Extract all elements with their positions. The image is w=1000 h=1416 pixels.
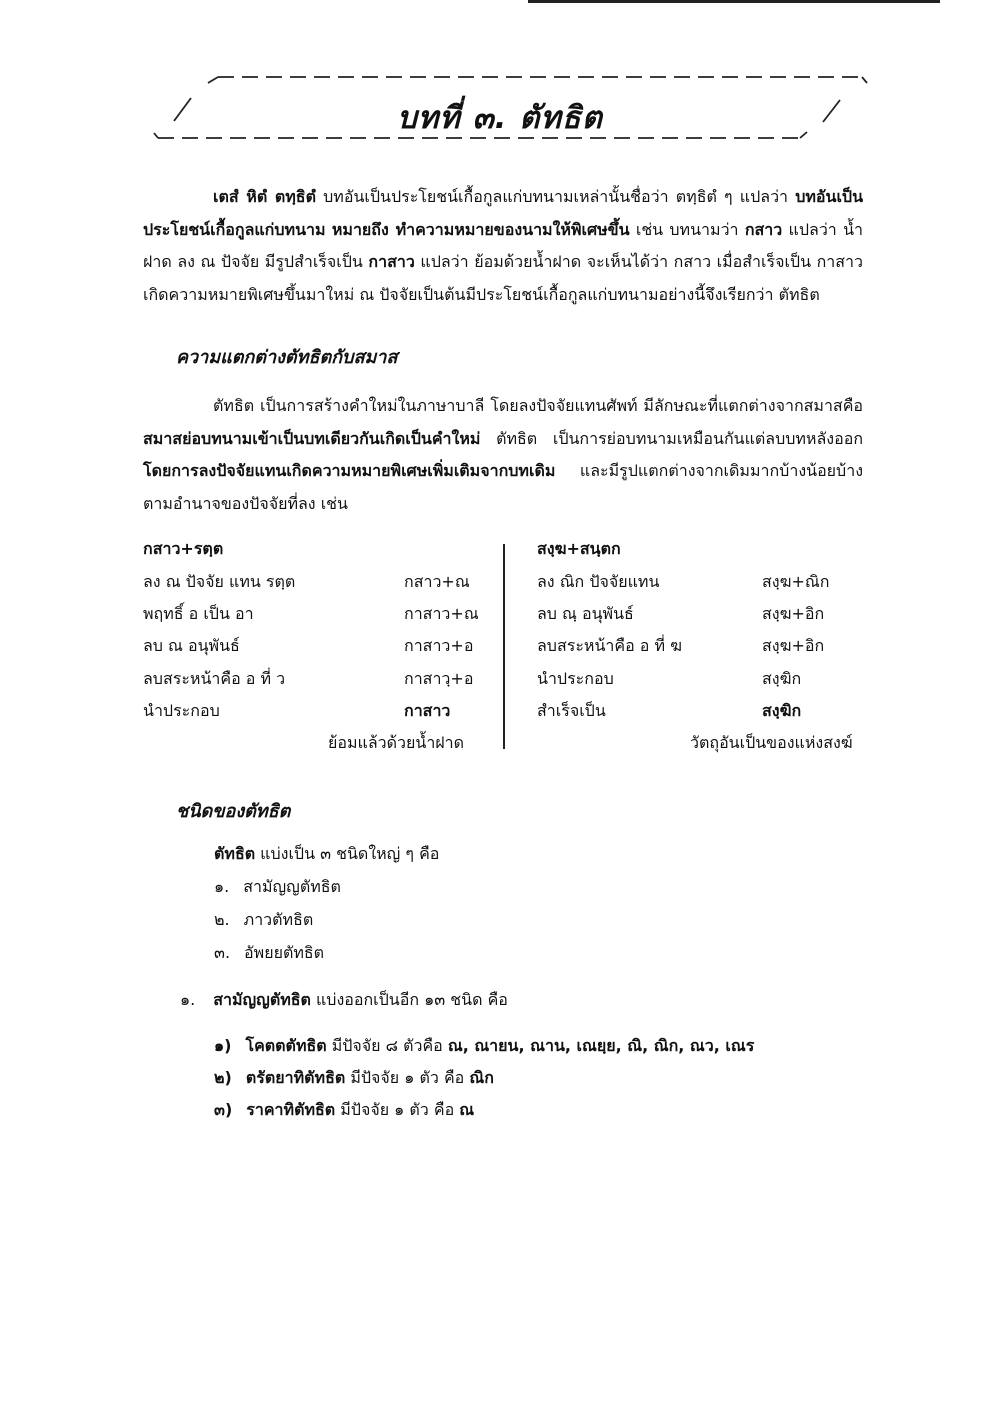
example-left-form: กาสาวฺ+อ [404, 669, 474, 688]
samanya-title: สามัญญตัทธิต [213, 990, 311, 1009]
types-item-label: อัพยยตัทธิต [244, 943, 325, 962]
example-right-form: สงฺฆ+อิก [762, 636, 825, 655]
column-divider [503, 544, 505, 749]
difference-text-2: ตัทธิต เป็นการย่อบทนามเหมือนกันแต่ลบบทหลังออก [480, 428, 863, 448]
example-left-step: ลบสระหน้าคือ อ ที่ ว [143, 669, 286, 688]
example-right-result: สงฺฆิก [762, 701, 802, 720]
types-intro-bold: ตัทธิต [214, 844, 256, 863]
sub-item-text: มีปัจจัย ๑ ตัว คือ [335, 1100, 460, 1119]
example-left-step: ลง ณ ปัจจัย แทน รตฺต [143, 572, 296, 591]
example-left-header: กสาว+รตฺต [143, 539, 224, 558]
intro-bold-2: หมายถึง ทำความหมายของนามให้พิเศษขึ้น [331, 219, 630, 239]
difference-text-3: และมีรูปแตกต่างจากเดิมมากบ้างน้อยบ้างตามอำนาจของปัจจัยที่ลง เช่น [143, 461, 863, 513]
page-top-rule [528, 0, 940, 3]
samanya-sub-item [214, 1029, 754, 1063]
example-right-step: สำเร็จเป็น [537, 701, 606, 720]
sub-item-number: ๓) [214, 1100, 233, 1119]
types-item-label: ภาวตัทธิต [243, 910, 314, 929]
sub-item-number: ๒) [214, 1068, 232, 1087]
section-heading-types: ชนิดของตัทธิต [176, 801, 291, 822]
example-right-form: สงฺฆ+ณิก [762, 572, 830, 591]
example-right-header: สงฺฆ+สนฺตก [537, 539, 621, 558]
example-left-form: กาสาว+อ [404, 636, 474, 655]
example-right-step: ลง ณิก ปัจจัยแทน [537, 572, 660, 591]
types-intro-text: แบ่งเป็น ๓ ชนิดใหญ่ ๆ คือ [255, 844, 440, 863]
example-left-form: กสาว+ณ [404, 572, 470, 591]
samanya-sub-item [214, 1093, 474, 1127]
example-right-step: ลบ ณฺ อนุพันธ์ [537, 604, 634, 623]
difference-bold-1: สมาสย่อบทนามเข้าเป็นบทเดียวกันเกิดเป็นคำใหม่ [143, 428, 481, 448]
intro-paragraph [143, 181, 863, 311]
intro-lead: เตสํ หิตํ ตทฺธิตํ [213, 187, 316, 206]
sub-item-number: ๑) [214, 1036, 232, 1055]
samanya-number: ๑. [180, 990, 196, 1009]
intro-bold-4: กาสาว [368, 252, 415, 271]
example-right-form: สงฺฆิก [762, 669, 802, 688]
example-left-meaning: ย้อมแล้วด้วยน้ำฝาด [328, 733, 465, 752]
example-left-step: ลบ ณ อนุพันธ์ [143, 636, 240, 655]
intro-text-3: เช่น บทนามว่า [629, 219, 745, 239]
types-list-item [214, 870, 341, 904]
intro-text-1: บทอันเป็นประโยชน์เกื้อกูลแก่บทนามเหล่านั้นชื่อว่า ตทฺธิตํ ๆ แปลว่า [315, 187, 796, 206]
sub-item-suffixes: ณิก [469, 1068, 494, 1087]
example-right-step: ลบสระหน้าคือ อ ที่ ฆ [537, 636, 682, 655]
example-left-form: กาสาว+ณ [404, 604, 479, 623]
example-right-step: นำประกอบ [537, 669, 614, 688]
sub-item-suffixes: ณ [459, 1100, 475, 1119]
difference-paragraph [143, 390, 863, 520]
example-right-form: สงฺฆ+อิก [762, 604, 825, 623]
chapter-title: บทที่ ๓. ตัทธิต [397, 100, 603, 136]
samanya-text: แบ่งออกเป็นอีก ๑๓ ชนิด คือ [310, 990, 508, 1009]
example-left-result: กาสาว [404, 701, 451, 720]
example-left-step: นำประกอบ [143, 701, 220, 720]
example-right-meaning: วัตถุอันเป็นของแห่งสงฆ์ [690, 733, 853, 752]
difference-text-1: ตัทธิต เป็นการสร้างคำใหม่ในภาษาบาลี โดยลงปัจจัยแทนศัพท์ มีลักษณะที่แตกต่างจากสมาสคือ [213, 396, 863, 415]
example-left-step: พฤทธิ์ อ เป็น อา [143, 604, 254, 623]
sub-item-suffixes: ณ, ณายน, ณาน, เณยฺย, ณิ, ณิก, ณว, เณร [447, 1036, 755, 1055]
sub-item-name: ตรัตยาทิตัทธิต [245, 1068, 346, 1087]
intro-text-5: แปลว่า ย้อมด้วยน้ำฝาด จะเห็นได้ว่า กสาว เมื่อสำเร็จเป็น กาสาว เกิดความหมายพิเศษขึ้นมาใหม่ ณ ปัจจัยเป็นต้นมีประโยชน์เกื้อกูลแก่บทนามอย่างนี้จึงเรียกว่า ตัทธิต [143, 252, 864, 304]
types-item-number: ๑. [214, 877, 230, 896]
types-item-number: ๒. [214, 910, 230, 929]
sub-item-text: มีปัจจัย ๑ ตัว คือ [345, 1068, 470, 1087]
intro-bold-1: บทอันเป็นประโยชน์เกื้อกูลแก่บทนาม [143, 187, 864, 239]
section-heading-difference: ความแตกต่างตัทธิตกับสมาส [176, 347, 398, 368]
types-list-item [214, 903, 313, 937]
intro-bold-3: กสาว [744, 219, 783, 239]
samanya-heading [180, 983, 508, 1017]
sub-item-name: โคตตตัทธิต [245, 1036, 327, 1055]
difference-bold-2: โดยการลงปัจจัยแทนเกิดความหมายพิเศษเพิ่มเติมจากบทเดิม [143, 461, 556, 480]
types-item-number: ๓. [214, 943, 231, 962]
samanya-sub-item [214, 1061, 494, 1095]
types-list-item [214, 936, 324, 970]
types-intro [214, 837, 439, 871]
types-item-label: สามัญญตัทธิต [243, 877, 341, 896]
sub-item-text: มีปัจจัย ๘ ตัวคือ [326, 1036, 448, 1055]
intro-text-4: แปลว่า น้ำฝาด ลง ณ ปัจจัย มีรูปสำเร็จเป็น [143, 219, 864, 271]
sub-item-name: ราคาทิตัทธิต [246, 1100, 336, 1119]
